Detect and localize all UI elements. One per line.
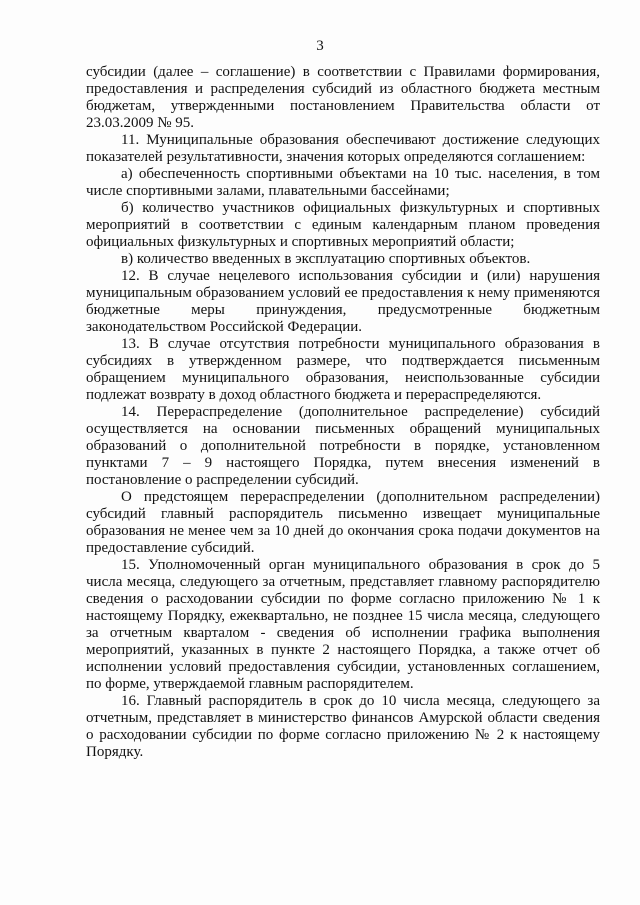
paragraph-item-12: 12. В случае нецелевого использования субсидии и (или) нарушения муниципальным образованием условий ее предоставления к нему применяются бюджетные меры принуждения, предусмотренные бюджетным законодательством Российской Федерации. (86, 268, 600, 335)
document-body (86, 64, 600, 761)
paragraph-subitem-v: в) количество введенных в эксплуатацию спортивных объектов. (121, 251, 531, 267)
paragraph-item-16: 16. Главный распорядитель в срок до 10 числа месяца, следующего за отчетным, представляет в министерство финансов Амурской области сведения о расходовании субсидии по форме согласно приложению № 2 к настоящему Порядку. (86, 693, 600, 760)
paragraph-item-11: 11. Муниципальные образования обеспечивают достижение следующих показателей результативности, значения которых определяются соглашением: (86, 132, 600, 165)
paragraph-item-14-notice: О предстоящем перераспределении (дополнительном распределении) субсидий главный распорядитель письменно извещает муниципальные образования не менее чем за 10 дней до окончания срока подачи документов на предоставление субсидий. (86, 489, 600, 556)
paragraph-continuation: субсидии (далее – соглашение) в соответствии с Правилами формирования, предоставления и распределения субсидий из областного бюджета местным бюджетам, утвержденными постановлением Правительства области от 23.03.2009 № 95. (86, 64, 600, 131)
page-number: 3 (316, 38, 324, 54)
paragraph-subitem-a: а) обеспеченность спортивными объектами на 10 тыс. населения, в том числе спортивными залами, плавательными бассейнами; (86, 166, 600, 199)
paragraph-item-13: 13. В случае отсутствия потребности муниципального образования в субсидиях в утвержденном размере, что подтверждается письменным обращением муниципального образования, неиспользованные субсидии подлежат возврату в доход областного бюджета и перераспределяются. (86, 336, 600, 403)
paragraph-subitem-b: б) количество участников официальных физкультурных и спортивных мероприятий в соответствии с единым календарным планом проведения официальных физкультурных и спортивных мероприятий области; (86, 200, 600, 250)
paragraph-item-14: 14. Перераспределение (дополнительное распределение) субсидий осуществляется на основании письменных обращений муниципальных образований о дополнительной потребности в порядке, установленном пунктами 7 – 9 настоящего Порядка, путем внесения изменений в постановление о распределении субсидий. (86, 404, 600, 488)
paragraph-item-15: 15. Уполномоченный орган муниципального образования в срок до 5 числа месяца, следующего за отчетным, представляет главному распорядителю сведения о расходовании субсидии по форме согласно приложению № 1 к настоящему Порядку, ежеквартально, не позднее 15 числа месяца, следующего за отчетным кварталом - сведения об исполнении графика выполнения мероприятий, указанных в пункте 2 настоящего Порядка, а также отчет об исполнении условий предоставления субсидии, установленных соглашением, по форме, утверждаемой главным распорядителем. (86, 557, 600, 692)
